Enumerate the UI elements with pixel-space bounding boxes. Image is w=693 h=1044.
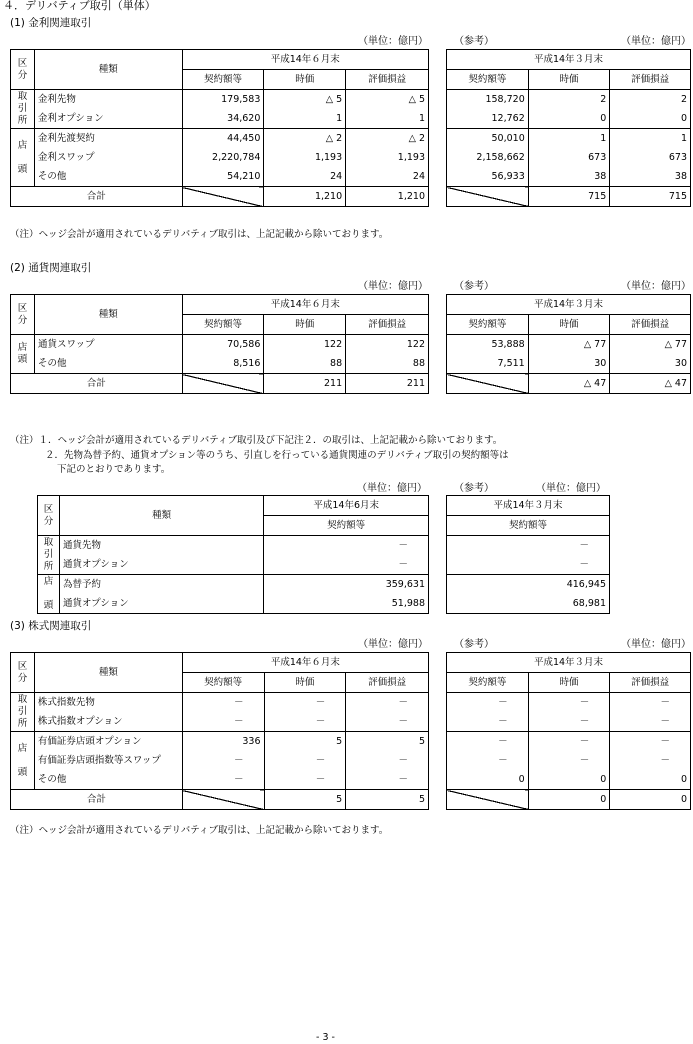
row-name: その他 xyxy=(34,354,182,374)
cell: － xyxy=(182,770,264,790)
equity-note: （注）ヘッジ会計が適用されているデリバティブ取引は、上記記載から除いております。 xyxy=(10,825,389,836)
cell: － xyxy=(447,693,529,713)
cell: 122 xyxy=(346,335,429,355)
type-header: 種類 xyxy=(34,295,182,335)
cell: 50,010 xyxy=(447,129,529,149)
cell: 5 xyxy=(346,732,429,752)
valuation-header: 評価損益 xyxy=(610,673,691,693)
market-value-header: 時価 xyxy=(528,673,610,693)
total-cell: 715 xyxy=(528,187,610,207)
cell: 70,586 xyxy=(182,335,264,355)
total-cell: 5 xyxy=(346,790,429,810)
row-name: 金利スワップ xyxy=(34,148,182,167)
valuation-header: 評価損益 xyxy=(346,315,429,335)
cell: － xyxy=(182,712,264,732)
category-header: 区 分 xyxy=(11,50,35,90)
row-name: 株式指数先物 xyxy=(34,693,182,713)
cell: 38 xyxy=(610,167,691,187)
row-name: 通貨先物 xyxy=(59,536,263,556)
total-cell: 0 xyxy=(528,790,610,810)
category-otc: 店 頭 xyxy=(38,575,60,614)
cell: 336 xyxy=(182,732,264,752)
cell: △ 77 xyxy=(610,335,691,355)
category-exchange: 取 引 所 xyxy=(38,536,60,575)
category-header: 区 分 xyxy=(38,496,60,536)
cell: － xyxy=(346,770,429,790)
cell: 122 xyxy=(264,335,346,355)
category-exchange: 取 引 所 xyxy=(11,90,35,129)
cell: － xyxy=(610,732,691,752)
cell: － xyxy=(264,536,429,556)
total-cell: 5 xyxy=(264,790,346,810)
market-value-header: 時価 xyxy=(528,70,610,90)
cell: － xyxy=(528,751,610,770)
interest-table-current xyxy=(10,49,429,207)
cell: 88 xyxy=(264,354,346,374)
cell: △ 5 xyxy=(346,90,429,110)
unit-label: （単位：億円） xyxy=(536,483,606,494)
reference-label: （参考） xyxy=(454,281,494,292)
contract-header: 契約額等 xyxy=(182,673,264,693)
cell: 416,945 xyxy=(447,575,610,595)
currency-table-reference xyxy=(446,294,691,394)
row-name: 金利オプション xyxy=(34,109,182,129)
equity-table-reference xyxy=(446,652,691,810)
contract-header: 契約額等 xyxy=(447,673,529,693)
cell: － xyxy=(264,555,429,575)
total-cell: 211 xyxy=(264,374,346,394)
category-header: 区 分 xyxy=(11,653,35,693)
contract-header: 契約額等 xyxy=(447,315,529,335)
cell: 0 xyxy=(528,109,610,129)
cell: 673 xyxy=(610,148,691,167)
period-header: 平成14年３月末 xyxy=(447,496,610,516)
valuation-header: 評価損益 xyxy=(346,673,429,693)
total-cell: △ 47 xyxy=(528,374,610,394)
row-name: その他 xyxy=(34,167,182,187)
cell: 0 xyxy=(447,770,529,790)
cell: 359,631 xyxy=(264,575,429,595)
cell: △ 2 xyxy=(346,129,429,149)
cell: 44,450 xyxy=(182,129,264,149)
cell: 673 xyxy=(528,148,610,167)
row-name: 通貨オプション xyxy=(59,594,263,614)
type-header: 種類 xyxy=(34,653,182,693)
row-name: 金利先渡契約 xyxy=(34,129,182,149)
cell: 1,193 xyxy=(346,148,429,167)
cell: － xyxy=(182,693,264,713)
unit-label: （単位：億円） xyxy=(621,281,691,292)
row-name: 有価証券店頭指数等スワップ xyxy=(34,751,182,770)
section-heading: ４．デリバティブ取引（単体） xyxy=(3,0,156,12)
cell: － xyxy=(264,770,346,790)
cell: 2 xyxy=(610,90,691,110)
currency-note-1: （注）１．ヘッジ会計が適用されているデリバティブ取引及び下記注２．の取引は、上記記載から除いております。 xyxy=(10,435,503,446)
cell: 158,720 xyxy=(447,90,529,110)
category-otc: 店 頭 xyxy=(11,129,35,187)
cell: 7,511 xyxy=(447,354,529,374)
category-otc: 店 頭 xyxy=(11,335,35,374)
cell: － xyxy=(346,751,429,770)
cell: 88 xyxy=(346,354,429,374)
cell: △ 2 xyxy=(264,129,346,149)
cell: 0 xyxy=(610,109,691,129)
reference-label: （参考） xyxy=(454,483,494,494)
market-value-header: 時価 xyxy=(528,315,610,335)
category-otc: 店 頭 xyxy=(11,732,35,790)
cell: － xyxy=(610,693,691,713)
cell: 1 xyxy=(346,109,429,129)
total-cell: 1,210 xyxy=(346,187,429,207)
total-label: 合計 xyxy=(11,187,183,207)
row-name: 株式指数オプション xyxy=(34,712,182,732)
category-exchange: 取 引 所 xyxy=(11,693,35,732)
cell: 1 xyxy=(528,129,610,149)
unit-label: （単位：億円） xyxy=(358,36,428,47)
valuation-header: 評価損益 xyxy=(346,70,429,90)
cell: 53,888 xyxy=(447,335,529,355)
diagonal-cell xyxy=(447,790,529,810)
row-name: 通貨オプション xyxy=(59,555,263,575)
period-header: 平成14年６月末 xyxy=(182,50,428,70)
cell: 51,988 xyxy=(264,594,429,614)
cell: 68,981 xyxy=(447,594,610,614)
cell: 38 xyxy=(528,167,610,187)
cell: － xyxy=(447,751,529,770)
cell: － xyxy=(346,712,429,732)
cell: － xyxy=(528,732,610,752)
interest-note: （注）ヘッジ会計が適用されているデリバティブ取引は、上記記載から除いております。 xyxy=(10,229,389,240)
market-value-header: 時価 xyxy=(264,673,346,693)
currency-sub-table-reference xyxy=(446,495,610,614)
currency-title: (2) 通貨関連取引 xyxy=(10,262,92,274)
cell: 24 xyxy=(264,167,346,187)
cell: － xyxy=(528,712,610,732)
contract-header: 契約額等 xyxy=(264,516,429,536)
row-name: 通貨スワップ xyxy=(34,335,182,355)
type-header: 種類 xyxy=(59,496,263,536)
total-cell: 0 xyxy=(610,790,691,810)
diagonal-cell xyxy=(182,790,264,810)
total-cell: 1,210 xyxy=(264,187,346,207)
cell: △ 77 xyxy=(528,335,610,355)
total-cell: 211 xyxy=(346,374,429,394)
cell: 1 xyxy=(264,109,346,129)
market-value-header: 時価 xyxy=(264,315,346,335)
contract-header: 契約額等 xyxy=(447,70,529,90)
cell: 1 xyxy=(610,129,691,149)
cell: － xyxy=(447,712,529,732)
reference-label: （参考） xyxy=(454,639,494,650)
row-name: 金利先物 xyxy=(34,90,182,110)
equity-table-current xyxy=(10,652,429,810)
contract-header: 契約額等 xyxy=(447,516,610,536)
period-header: 平成14年６月末 xyxy=(182,653,428,673)
unit-label: （単位：億円） xyxy=(621,36,691,47)
cell: 0 xyxy=(610,770,691,790)
reference-label: （参考） xyxy=(454,36,494,47)
cell: － xyxy=(528,693,610,713)
unit-label: （単位：億円） xyxy=(621,639,691,650)
cell: － xyxy=(447,536,610,556)
cell: － xyxy=(264,693,346,713)
diagonal-cell xyxy=(182,374,264,394)
diagonal-cell xyxy=(447,374,529,394)
interest-table-reference xyxy=(446,49,691,207)
cell: △ 5 xyxy=(264,90,346,110)
currency-sub-table-current xyxy=(37,495,429,614)
unit-label: （単位：億円） xyxy=(357,483,427,494)
interest-title: (1) 金利関連取引 xyxy=(10,17,92,29)
cell: 5 xyxy=(264,732,346,752)
cell: 54,210 xyxy=(182,167,264,187)
unit-label: （単位：億円） xyxy=(358,281,428,292)
row-name: 有価証券店頭オプション xyxy=(34,732,182,752)
cell: － xyxy=(610,751,691,770)
cell: 56,933 xyxy=(447,167,529,187)
period-header: 平成14年６月末 xyxy=(182,295,428,315)
row-name: その他 xyxy=(34,770,182,790)
equity-title: (3) 株式関連取引 xyxy=(10,620,92,632)
row-name: 為替予約 xyxy=(59,575,263,595)
cell: 2 xyxy=(528,90,610,110)
cell: 30 xyxy=(528,354,610,374)
cell: 30 xyxy=(610,354,691,374)
market-value-header: 時価 xyxy=(264,70,346,90)
currency-note-2: ２．先物為替予約、通貨オプション等のうち、引直しを行っている通貨関連のデリバティブ取引の契約額等は xyxy=(45,450,509,461)
diagonal-cell xyxy=(182,187,264,207)
currency-table-current xyxy=(10,294,429,394)
unit-label: （単位：億円） xyxy=(358,639,428,650)
cell: － xyxy=(264,712,346,732)
page-number: - 3 - xyxy=(316,1032,335,1043)
contract-header: 契約額等 xyxy=(182,315,264,335)
contract-header: 契約額等 xyxy=(182,70,264,90)
cell: 0 xyxy=(528,770,610,790)
cell: 2,220,784 xyxy=(182,148,264,167)
valuation-header: 評価損益 xyxy=(610,315,691,335)
type-header: 種類 xyxy=(34,50,182,90)
period-header: 平成14年３月末 xyxy=(447,50,691,70)
currency-note-2-cont: 下記のとおりであります。 xyxy=(57,464,171,475)
period-header: 平成14年３月末 xyxy=(447,653,691,673)
cell: 8,516 xyxy=(182,354,264,374)
cell: 2,158,662 xyxy=(447,148,529,167)
cell: － xyxy=(610,712,691,732)
category-header: 区 分 xyxy=(11,295,35,335)
cell: － xyxy=(182,751,264,770)
cell: 34,620 xyxy=(182,109,264,129)
cell: － xyxy=(346,693,429,713)
cell: － xyxy=(447,732,529,752)
cell: 179,583 xyxy=(182,90,264,110)
total-cell: △ 47 xyxy=(610,374,691,394)
cell: 12,762 xyxy=(447,109,529,129)
total-cell: 715 xyxy=(610,187,691,207)
valuation-header: 評価損益 xyxy=(610,70,691,90)
diagonal-cell xyxy=(447,187,529,207)
cell: － xyxy=(447,555,610,575)
total-label: 合計 xyxy=(11,790,183,810)
period-header: 平成14年6月末 xyxy=(264,496,429,516)
cell: 24 xyxy=(346,167,429,187)
period-header: 平成14年３月末 xyxy=(447,295,691,315)
total-label: 合計 xyxy=(11,374,183,394)
cell: 1,193 xyxy=(264,148,346,167)
cell: － xyxy=(264,751,346,770)
